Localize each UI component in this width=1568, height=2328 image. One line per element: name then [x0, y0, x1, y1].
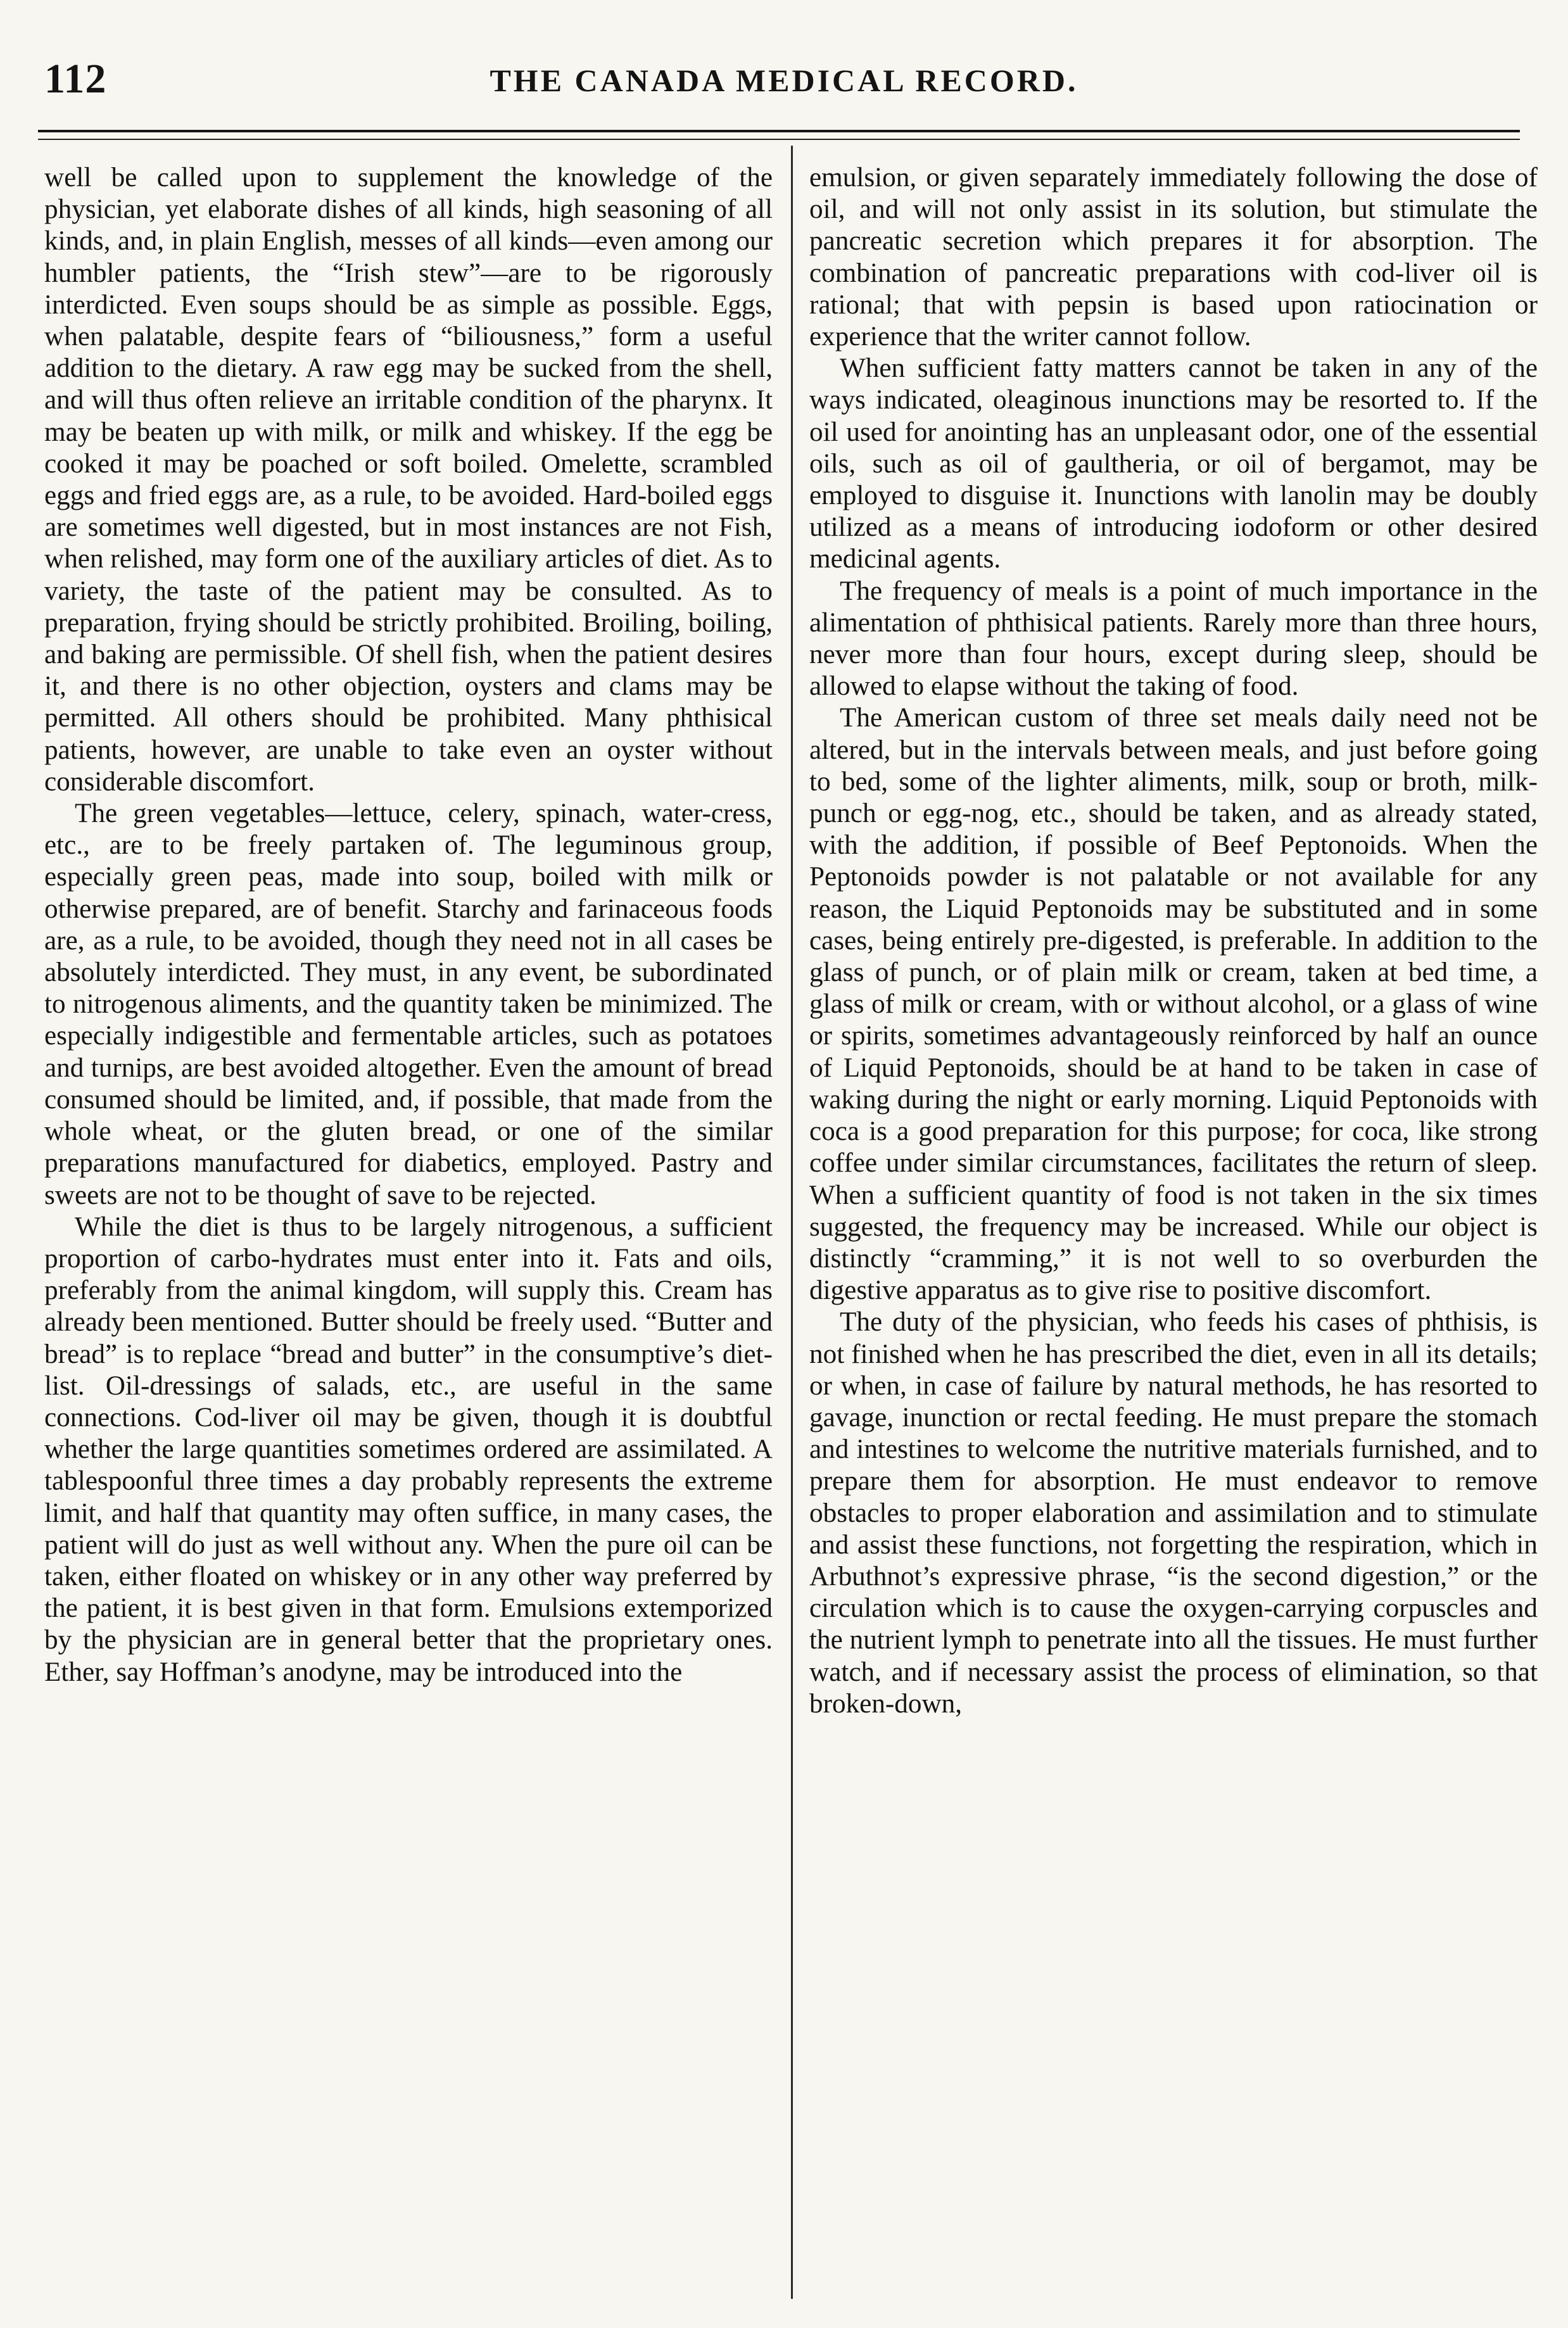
page-number: 112 — [44, 56, 107, 102]
header-rule-thin — [38, 139, 1520, 140]
header-rule-thick — [38, 130, 1520, 132]
right-paragraph-3: The frequency of meals is a point of much importance in the alimentation of phthisical patients. Rarely more than three hours, never more than four hours, except during sleep, should be allowed to elapse without the taking of food. — [809, 576, 1538, 702]
right-paragraph-5: The duty of the physician, who feeds his cases of phthisis, is not finished when he has prescribed the diet, even in all its details; or when, in case of failure by natural methods, he has resorted to gavage, inunction or rectal feeding. He must prepare the stomach and intestines to welcome the nutritive materials furnished, and to prepare them for absorption. He must endeavor to remove obstacles to proper elaboration and assimilation and to stimulate and assist these functions, not forgetting the respiration, which in Arbuthnot’s expressive phrase, “is the second digestion,” or the circulation which is to cause the oxygen-carrying corpuscles and the nutrient lymph to penetrate into all the tissues. He must further watch, and if necessary assist the process of elimination, so that broken-down, — [809, 1307, 1538, 1719]
left-paragraph-1: well be called upon to supplement the knowledge of the physician, yet elaborate dishes of all kinds, high seasoning of all kinds, and, in plain English, messes of all kinds—even among our humbler patients, the “Irish stew”—are to be rigorously interdicted. Even soups should be as simple as possible. Eggs, when palatable, despite fears of “biliousness,” form a useful addition to the dietary. A raw egg may be sucked from the shell, and will thus often relieve an irritable condition of the pharynx. It may be beaten up with milk, or milk and whiskey. If the egg be cooked it may be poached or soft boiled. Omelette, scrambled eggs and fried eggs are, as a rule, to be avoided. Hard-boiled eggs are sometimes well digested, but in most instances are not Fish, when relished, may form one of the auxiliary articles of diet. As to variety, the taste of the patient may be consulted. As to preparation, frying should be strictly prohibited. Broiling, boiling, and baking are permissible. Of shell fish, when the patient desires it, and there is no other objection, oysters and clams may be permitted. All others should be prohibited. Many phthisical patients, however, are unable to take even an oyster without considerable discomfort. — [44, 163, 773, 797]
column-divider — [791, 146, 793, 2299]
running-head: THE CANADA MEDICAL RECORD. — [490, 63, 1078, 98]
right-column — [809, 162, 1538, 2309]
right-paragraph-2: When sufficient fatty matters cannot be taken in any of the ways indicated, oleaginous inunctions may be resorted to. If the oil used for anointing has an unpleasant odor, one of the essential oils, such as oil of gaultheria, or oil of bergamot, may be employed to disguise it. Inunctions with lanolin may be doubly utilized as a means of introducing iodoform or other desired medicinal agents. — [809, 353, 1538, 574]
left-column — [44, 162, 773, 2309]
right-paragraph-4: The American custom of three set meals daily need not be altered, but in the intervals between meals, and just before going to bed, some of the lighter aliments, milk, soup or broth, milk-punch or egg-nog, etc., should be taken, and as already stated, with the addition, if possible of Beef Peptonoids. When the Peptonoids powder is not palatable or not available for any reason, the Liquid Peptonoids may be substituted and in some cases, being entirely pre-digested, is preferable. In addition to the glass of punch, or of plain milk or cream, taken at bed time, a glass of milk or cream, with or without alcohol, or a glass of wine or spirits, sometimes advantageously reinforced by half an ounce of Liquid Peptonoids, should be at hand to be taken in case of waking during the night or early morning. Liquid Peptonoids with coca is a good preparation for this purpose; for coca, like strong coffee under similar circumstances, facilitates the return of sleep. When a sufficient quantity of food is not taken in the six times suggested, the frequency may be increased. While our object is distinctly “cramming,” it is not well to so overburden the digestive apparatus as to give rise to positive discomfort. — [809, 703, 1538, 1306]
left-paragraph-2: The green vegetables—lettuce, celery, spinach, water-cress, etc., are to be freely partaken of. The leguminous group, especially green peas, made into soup, boiled with milk or otherwise prepared, are of benefit. Starchy and farinaceous foods are, as a rule, to be avoided, though they need not in all cases be absolutely interdicted. They must, in any event, be subordinated to nitrogenous aliments, and the quantity taken be minimized. The especially indigestible and fermentable articles, such as potatoes and turnips, are best avoided altogether. Even the amount of bread consumed should be limited, and, if possible, that made from the whole wheat, or the gluten bread, or one of the similar preparations manufactured for diabetics, employed. Pastry and sweets are not to be thought of save to be rejected. — [44, 799, 773, 1210]
right-paragraph-1: emulsion, or given separately immediately following the dose of oil, and will not only assist in its solution, but stimulate the pancreatic secretion which prepares it for absorption. The combination of pancreatic preparations with cod-liver oil is rational; that with pepsin is based upon ratiocination or experience that the writer cannot follow. — [809, 163, 1538, 352]
left-paragraph-3: While the diet is thus to be largely nitrogenous, a sufficient proportion of carbo-hydrates must enter into it. Fats and oils, preferably from the animal kingdom, will supply this. Cream has already been mentioned. Butter should be freely used. “Butter and bread” is to replace “bread and butter” in the consumptive’s diet-list. Oil-dressings of salads, etc., are useful in the same connections. Cod-liver oil may be given, though it is doubtful whether the large quantities sometimes ordered are assimilated. A tablespoonful three times a day probably represents the extreme limit, and half that quantity may often suffice, in many cases, the patient will do just as well without any. When the pure oil can be taken, either floated on whiskey or in any other way preferred by the patient, it is best given in that form. Emulsions extemporized by the physician are in general better that the proprietary ones. Ether, say Hoffman’s anodyne, may be introduced into the — [44, 1211, 773, 1687]
